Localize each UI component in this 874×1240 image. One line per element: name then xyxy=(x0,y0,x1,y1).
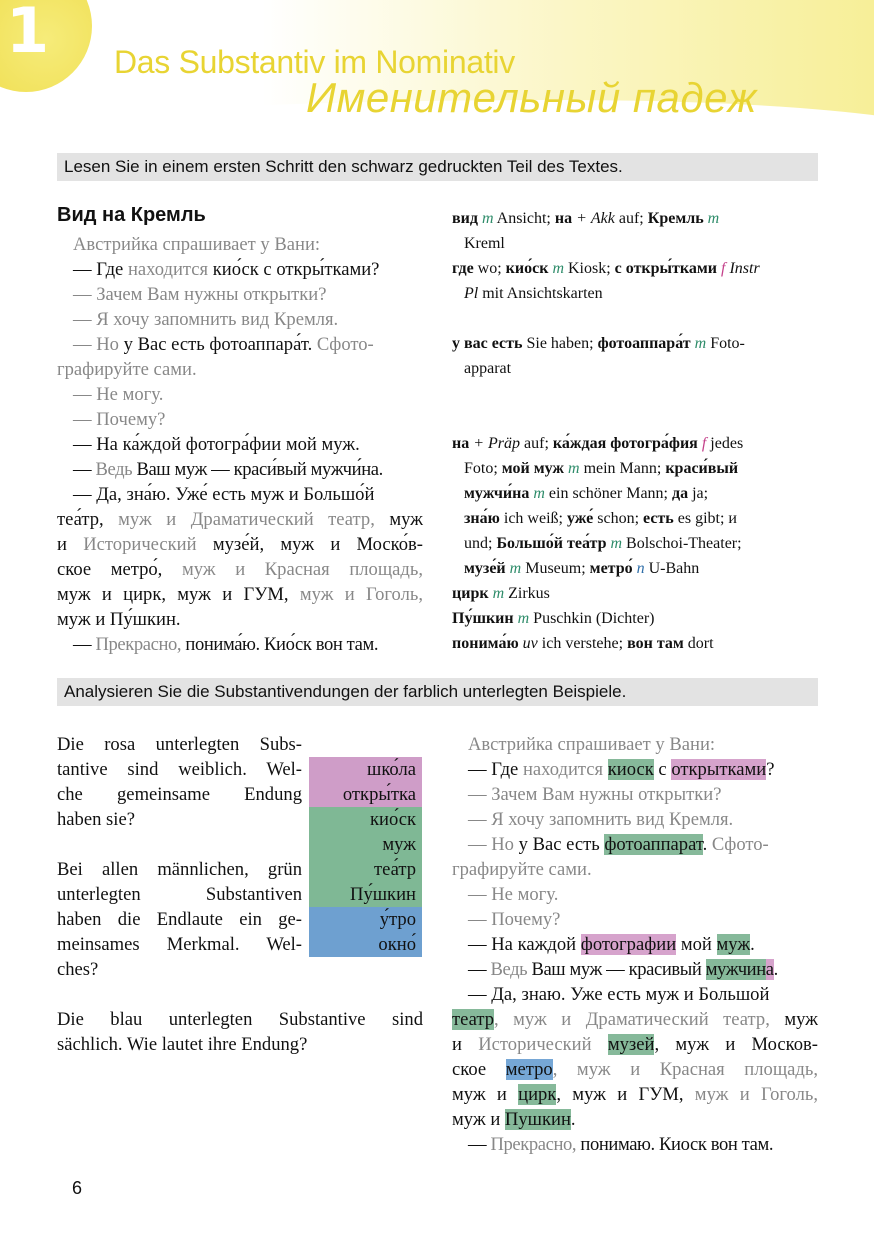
vocab-spacer xyxy=(452,406,822,431)
vocab-line: у вас есть Sie haben; фотоаппара́т m Foto- xyxy=(452,335,745,352)
text-line: и Исторический музей, муж и Москов- xyxy=(452,1034,818,1055)
text-line: ское метро́, муж и Красная площадь, xyxy=(57,559,423,580)
chapter-number: 1 xyxy=(6,0,50,67)
text-line: Австрийка спрашивает у Вани: xyxy=(73,234,321,255)
vocab-line: цирк m Zirkus xyxy=(452,585,550,602)
title-russian: Именительный падеж xyxy=(306,74,757,121)
vocab-spacer xyxy=(452,306,822,331)
example-masculine: муж xyxy=(309,832,422,857)
example-feminine: откры́тка xyxy=(309,782,422,807)
text-line: графируйте сами. xyxy=(57,359,197,380)
vocab-line: Foto; мой муж m mein Mann; краси́вый xyxy=(464,460,739,477)
exercise-question-3: Die blau unterlegten Substantive sind sächlich. Wie lautet ihre Endung? xyxy=(57,1009,423,1055)
reading-text xyxy=(57,232,423,657)
text-line: муж и цирк, муж и ГУМ, муж и Гоголь, xyxy=(452,1084,818,1105)
highlighted-text: Австрийка спрашивает у Вани: — Где находится киоск с открытками? — Зачем Вам нужны открытки? — Я хочу запомнить вид Кремля. — Но у Вас есть фотоаппарат. Сфото- графируйте сами. — Не могу. — Почему? — На каждой фотографии мой муж. — Ведь Ваш муж — красивый мужчина. — Да, знаю. Уже есть муж и Большой театр, муж и Драматический театр, муж и Исторический музей, муж и Москов- ское метро, муж и Красная площадь, муж и цирк, муж и ГУМ, муж и Гоголь, муж и Пушкин. — Прекрасно, понимаю. Киоск вон там. xyxy=(452,734,818,1155)
vocabulary-column xyxy=(452,206,822,656)
vocab-line: Kreml xyxy=(464,235,505,252)
text-line: ское метро, муж и Красная площадь, xyxy=(452,1059,818,1080)
text-line: — Не могу. xyxy=(73,384,164,405)
text-line: — Где находится кио́ск с откры́тками? xyxy=(73,259,380,280)
vocab-line: Пу́шкин m Puschkin (Dichter) xyxy=(452,610,655,627)
text-title: Вид на Кремль xyxy=(57,204,206,226)
text-line: — Я хочу запомнить вид Кремля. xyxy=(73,309,339,330)
exercise-question-2: Bei allen männlichen, grün unterlegten Substantiven haben die Endlaute ein ge- meinsames Merkmal. Wel- ches? xyxy=(57,859,302,980)
text-line: муж и Пушкин. xyxy=(452,1109,576,1130)
example-feminine: шко́ла xyxy=(309,757,422,782)
text-line: — На ка́ждой фотогра́фии мой муж. xyxy=(73,434,360,455)
example-neuter: у́тро xyxy=(309,907,422,932)
vocab-line: понима́ю uv ich verstehe; вон там dort xyxy=(452,635,714,652)
vocab-line: вид m Ansicht; на + Akk auf; Кремль m xyxy=(452,210,720,227)
example-neuter: окно́ xyxy=(309,932,422,957)
text-line: — Почему? xyxy=(73,409,166,430)
example-masculine: кио́ск xyxy=(309,807,422,832)
text-line: — Да, зна́ю. Уже́ есть муж и Большо́й xyxy=(73,484,375,505)
vocab-line: apparat xyxy=(464,360,512,377)
example-masculine: Пу́шкин xyxy=(309,882,422,907)
text-line: — Прекрасно, понима́ю. Кио́ск вон там. xyxy=(73,634,379,655)
text-line: и Исторический музе́й, муж и Моско́в- xyxy=(57,534,423,555)
title-german: Das Substantiv im Nominativ xyxy=(114,44,515,80)
text-line: — Но у Вас есть фотоаппара́т. Сфото- xyxy=(73,334,374,355)
vocab-spacer xyxy=(452,381,822,406)
vocab-line: Pl mit Ansichtskarten xyxy=(464,285,603,302)
text-line: — Но у Вас есть фотоаппарат. Сфото- xyxy=(468,834,769,855)
page-number: 6 xyxy=(72,1178,83,1198)
text-line: — Зачем Вам нужны открытки? xyxy=(73,284,327,305)
vocab-line: на + Präp auf; ка́ждая фотогра́фия f jedes xyxy=(452,435,744,452)
text-line: — Ведь Ваш муж — краси́вый мужчи́на. xyxy=(73,459,383,480)
vocab-line: und; Большо́й теа́тр m Bolschoi-Theater; xyxy=(464,535,742,552)
text-line: — Прекрасно, понимаю. Киоск вон там. xyxy=(468,1134,774,1155)
text-line: — Ведь Ваш муж — красивый мужчина. xyxy=(468,959,778,980)
vocab-line: музе́й m Museum; метро́ n U-Bahn xyxy=(464,560,700,577)
text-line: муж и цирк, муж и ГУМ, муж и Гоголь, xyxy=(57,584,423,605)
text-line: муж и Пу́шкин. xyxy=(57,609,181,630)
text-line: теа́тр, муж и Драматический театр, муж xyxy=(57,509,423,530)
instruction-bar-1: Lesen Sie in einem ersten Schritt den schwarz gedruckten Teil des Textes. xyxy=(57,153,818,181)
vocab-line: где wo; кио́ск m Kiosk; с откры́тками f Instr xyxy=(452,260,760,277)
vocab-line: мужчи́на m ein schöner Mann; да ja; xyxy=(464,485,709,502)
instruction-bar-2: Analysieren Sie die Substantivendungen der farblich unterlegten Beispiele. xyxy=(57,678,818,706)
text-line: театр, муж и Драматический театр, муж xyxy=(452,1009,818,1030)
text-line: — Где находится киоск с открытками? xyxy=(468,759,775,780)
exercise-question-1: Die rosa unterlegten Subs- tantive sind weiblich. Wel- che gemeinsame Endung haben sie? xyxy=(57,734,302,830)
example-masculine: теа́тр xyxy=(309,857,422,882)
text-line: — На каждой фотографии мой муж. xyxy=(468,934,755,955)
vocab-line: зна́ю ich weiß; уже́ schon; есть es gibt; и xyxy=(464,510,737,527)
